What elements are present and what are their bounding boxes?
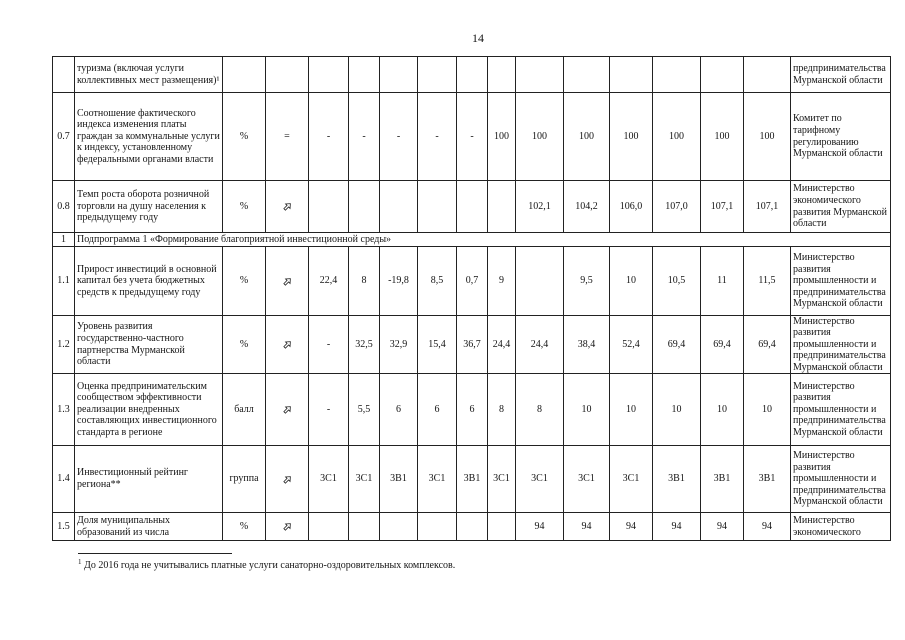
value-cell: 6 (380, 374, 418, 446)
indicators-table (52, 56, 891, 541)
value-cell: 11,5 (744, 247, 791, 316)
page-number: 14 (472, 31, 484, 45)
indicator-name: туризма (включая услуги коллективных мест размещения)¹ (75, 57, 223, 93)
value-cell: 100 (701, 93, 744, 181)
responsible-body: предпринимательства Мурманской области (791, 57, 891, 93)
value-cell: 5,5 (349, 374, 380, 446)
northeast-arrow-icon (283, 277, 292, 286)
value-cell: 0,7 (457, 247, 488, 316)
value-cell: 100 (564, 93, 610, 181)
value-cell: 3В1 (380, 446, 418, 513)
value-cell: - (380, 93, 418, 181)
trend-cell: = (266, 93, 309, 181)
unit-cell (223, 57, 266, 93)
value-cell: 94 (744, 513, 791, 541)
row-number: 1.3 (53, 374, 75, 446)
value-cell: 38,4 (564, 316, 610, 374)
value-cell (309, 513, 349, 541)
value-cell: 10 (653, 374, 701, 446)
unit-cell: % (223, 247, 266, 316)
responsible-body: Министерство развития промышленности и предпринимательства Мурманской области (791, 247, 891, 316)
value-cell (349, 181, 380, 233)
value-cell (418, 181, 457, 233)
subprogram-title: Подпрограмма 1 «Формирование благоприятной инвестиционной среды» (75, 233, 891, 247)
value-cell (418, 57, 457, 93)
value-cell: 15,4 (418, 316, 457, 374)
northeast-arrow-icon (283, 340, 292, 349)
value-cell: 32,9 (380, 316, 418, 374)
value-cell: - (457, 93, 488, 181)
value-cell: 6 (418, 374, 457, 446)
trend-cell (266, 181, 309, 233)
value-cell: 10 (564, 374, 610, 446)
indicator-name: Уровень развития государственно-частного партнерства Мурманской области (75, 316, 223, 374)
value-cell: 32,5 (349, 316, 380, 374)
value-cell: 10 (701, 374, 744, 446)
value-cell: 10,5 (653, 247, 701, 316)
footnote (78, 560, 778, 572)
value-cell: 3С1 (516, 446, 564, 513)
value-cell: - (309, 374, 349, 446)
footnote-text: До 2016 года не учитывались платные услуги санаторно-оздоровительных комплексов. (84, 560, 456, 571)
value-cell: 69,4 (653, 316, 701, 374)
value-cell (457, 181, 488, 233)
footnote-rule (78, 553, 232, 554)
unit-cell: % (223, 93, 266, 181)
responsible-body: Министерство развития промышленности и предпринимательства Мурманской области (791, 316, 891, 374)
value-cell: 3В1 (457, 446, 488, 513)
value-cell: 24,4 (488, 316, 516, 374)
northeast-arrow-icon (283, 475, 292, 484)
value-cell: 3В1 (744, 446, 791, 513)
indicator-name: Оценка предпринимательским сообществом эффективности реализации внедренных составляющих инвестиционного стандарта в регионе (75, 374, 223, 446)
value-cell: - (418, 93, 457, 181)
row-number: 1 (53, 233, 75, 247)
value-cell: 100 (653, 93, 701, 181)
value-cell (309, 57, 349, 93)
value-cell (516, 57, 564, 93)
northeast-arrow-icon (283, 522, 292, 531)
value-cell: 8,5 (418, 247, 457, 316)
value-cell (349, 57, 380, 93)
value-cell: 106,0 (610, 181, 653, 233)
value-cell: -19,8 (380, 247, 418, 316)
row-number: 1.5 (53, 513, 75, 541)
value-cell: - (309, 93, 349, 181)
value-cell: 3С1 (349, 446, 380, 513)
value-cell: 107,1 (701, 181, 744, 233)
row-number: 0.7 (53, 93, 75, 181)
footnote-marker: 1 (78, 558, 82, 566)
value-cell: 107,1 (744, 181, 791, 233)
responsible-body: Комитет по тарифному регулированию Мурманской области (791, 93, 891, 181)
value-cell (457, 57, 488, 93)
value-cell: 22,4 (309, 247, 349, 316)
value-cell: 69,4 (701, 316, 744, 374)
value-cell (488, 181, 516, 233)
value-cell: 100 (488, 93, 516, 181)
value-cell: 9,5 (564, 247, 610, 316)
trend-cell (266, 374, 309, 446)
value-cell: 94 (653, 513, 701, 541)
northeast-arrow-icon (283, 202, 292, 211)
responsible-body: Министерство экономического (791, 513, 891, 541)
value-cell: 36,7 (457, 316, 488, 374)
value-cell: 8 (516, 374, 564, 446)
responsible-body: Министерство развития промышленности и предпринимательства Мурманской области (791, 374, 891, 446)
trend-cell (266, 247, 309, 316)
trend-cell (266, 513, 309, 541)
value-cell: 10 (744, 374, 791, 446)
value-cell: 8 (488, 374, 516, 446)
indicator-name: Темп роста оборота розничной торговли на душу населения к предыдущему году (75, 181, 223, 233)
indicator-name: Инвестиционный рейтинг региона** (75, 446, 223, 513)
row-number: 1.2 (53, 316, 75, 374)
value-cell (457, 513, 488, 541)
value-cell (418, 513, 457, 541)
value-cell (309, 181, 349, 233)
value-cell (380, 181, 418, 233)
value-cell: 107,0 (653, 181, 701, 233)
value-cell (653, 57, 701, 93)
value-cell: 100 (744, 93, 791, 181)
value-cell (701, 57, 744, 93)
value-cell: 3В1 (701, 446, 744, 513)
unit-cell: группа (223, 446, 266, 513)
trend-cell (266, 316, 309, 374)
row-number: 1.4 (53, 446, 75, 513)
row-number (53, 57, 75, 93)
value-cell (380, 513, 418, 541)
value-cell: 3В1 (653, 446, 701, 513)
indicator-name: Соотношение фактического индекса изменения платы граждан за коммунальные услуги к индексу, установленному федеральными органами власти (75, 93, 223, 181)
responsible-body: Министерство экономического развития Мурманской области (791, 181, 891, 233)
value-cell: 100 (610, 93, 653, 181)
value-cell: 24,4 (516, 316, 564, 374)
value-cell: - (309, 316, 349, 374)
value-cell (380, 57, 418, 93)
unit-cell: % (223, 513, 266, 541)
value-cell: 102,1 (516, 181, 564, 233)
value-cell: 94 (516, 513, 564, 541)
value-cell (564, 57, 610, 93)
value-cell: 100 (516, 93, 564, 181)
responsible-body: Министерство развития промышленности и предпринимательства Мурманской области (791, 446, 891, 513)
value-cell: 3С1 (564, 446, 610, 513)
unit-cell: балл (223, 374, 266, 446)
value-cell: 6 (457, 374, 488, 446)
value-cell (744, 57, 791, 93)
row-number: 1.1 (53, 247, 75, 316)
unit-cell: % (223, 181, 266, 233)
value-cell: 94 (564, 513, 610, 541)
northeast-arrow-icon (283, 405, 292, 414)
value-cell: 9 (488, 247, 516, 316)
value-cell: 10 (610, 374, 653, 446)
value-cell: 104,2 (564, 181, 610, 233)
unit-cell: % (223, 316, 266, 374)
value-cell: 3С1 (488, 446, 516, 513)
value-cell (488, 513, 516, 541)
indicator-name: Прирост инвестиций в основной капитал без учета бюджетных средств к предыдущему году (75, 247, 223, 316)
trend-cell (266, 57, 309, 93)
value-cell: 3С1 (418, 446, 457, 513)
value-cell: 52,4 (610, 316, 653, 374)
value-cell: 8 (349, 247, 380, 316)
value-cell: 10 (610, 247, 653, 316)
indicator-name: Доля муниципальных образований из числа (75, 513, 223, 541)
value-cell: 3С1 (309, 446, 349, 513)
trend-cell (266, 446, 309, 513)
value-cell (610, 57, 653, 93)
value-cell (349, 513, 380, 541)
value-cell: 11 (701, 247, 744, 316)
value-cell: - (349, 93, 380, 181)
value-cell (516, 247, 564, 316)
row-number: 0.8 (53, 181, 75, 233)
value-cell (488, 57, 516, 93)
value-cell: 94 (610, 513, 653, 541)
value-cell: 69,4 (744, 316, 791, 374)
value-cell: 94 (701, 513, 744, 541)
value-cell: 3С1 (610, 446, 653, 513)
